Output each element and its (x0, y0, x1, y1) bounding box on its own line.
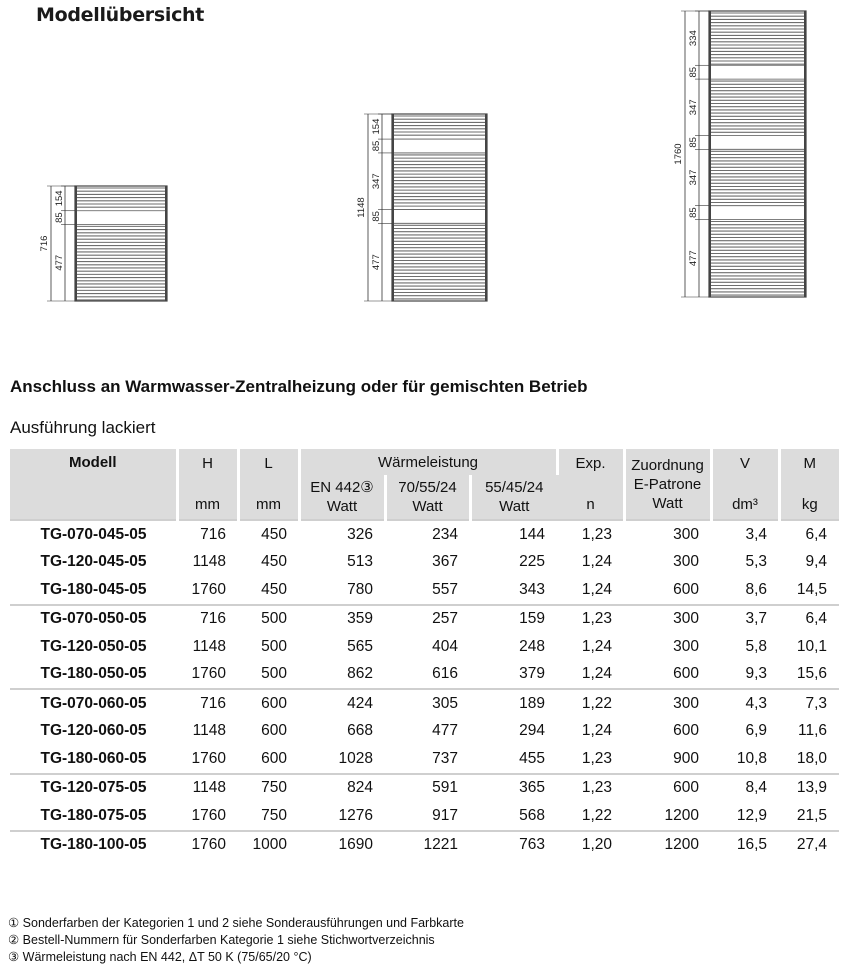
table-cell: 15,6 (796, 665, 828, 683)
table-cell: 367 (432, 553, 458, 571)
table-cell: 1,24 (581, 665, 613, 683)
table-cell: 763 (470, 831, 557, 860)
dimension-total-label: 716 (39, 235, 50, 252)
dimension-segment-label: 85 (688, 137, 699, 148)
table-cell: 780 (347, 580, 373, 598)
table-cell: 4,3 (711, 689, 779, 718)
table-cell: 10,8 (736, 749, 768, 767)
table-cell: 1148 (192, 637, 226, 655)
col-waermeleistung-header: Wärmeleistung (299, 449, 557, 475)
table-cell: 1760 (191, 806, 226, 824)
table-cell: 668 (347, 722, 373, 740)
col-l-header: L mm (238, 449, 299, 520)
table-cell: 1,24 (581, 637, 613, 655)
dimension-segment-label: 477 (371, 254, 382, 271)
table-cell: 6,4 (779, 520, 839, 549)
table-cell: 862 (347, 665, 373, 683)
table-cell: 300 (624, 689, 711, 718)
table-cell: 1148 (192, 722, 226, 740)
table-cell: 513 (347, 553, 373, 571)
table-cell: 9,3 (745, 665, 768, 683)
model-cell: TG-180-060-05 (40, 749, 147, 767)
table-row (10, 718, 839, 746)
table-cell: 225 (519, 553, 546, 571)
model-cell: TG-180-050-05 (40, 665, 147, 683)
table-cell: 5,8 (745, 637, 768, 655)
dimension-total-label: 1148 (356, 197, 367, 218)
model-cell: TG-180-075-05 (40, 806, 147, 824)
table-cell: 500 (238, 605, 299, 634)
table-cell: 326 (299, 520, 385, 549)
table-cell: 600 (624, 774, 711, 803)
dimension-segment-label: 154 (371, 118, 382, 135)
table-row (10, 576, 839, 605)
footnote-1: ① Sonderfarben der Kategorien 1 und 2 siehe Sonderausführungen und Farbkarte (8, 916, 464, 930)
model-cell: TG-120-045-05 (40, 553, 147, 571)
table-cell: 1,24 (581, 580, 613, 598)
model-cell: TG-180-045-05 (40, 580, 147, 598)
model-cell: TG-180-100-05 (10, 831, 177, 860)
table-cell: 1148 (177, 774, 238, 803)
table-cell: 450 (261, 553, 287, 571)
footnote-3: ③ Wärmeleistung nach EN 442, ΔT 50 K (75/65/20 °C) (8, 950, 312, 964)
table-cell: 13,9 (779, 774, 839, 803)
col-v-header: V dm³ (711, 449, 779, 520)
table-cell: 300 (673, 637, 700, 655)
subtitle: Ausführung lackiert (10, 418, 156, 437)
table-cell: 557 (432, 580, 458, 598)
table-cell: 900 (673, 749, 700, 767)
table-cell: 16,5 (711, 831, 779, 860)
table-cell: 234 (385, 520, 470, 549)
table-cell: 1,24 (581, 722, 613, 740)
table-cell: 824 (299, 774, 385, 803)
model-cell: TG-120-060-05 (40, 722, 147, 740)
table-cell: 1,23 (581, 749, 613, 767)
model-cell: TG-070-060-05 (10, 689, 177, 718)
dimension-segment-label: 154 (54, 190, 65, 207)
table-cell: 10,1 (796, 637, 828, 655)
table-cell: 424 (299, 689, 385, 718)
table-cell: 1760 (191, 749, 226, 767)
table-cell: 1760 (191, 580, 226, 598)
table-row-group (10, 605, 839, 690)
col-modell-header: Modell (10, 449, 177, 520)
table-row (10, 774, 839, 803)
table-cell: 477 (432, 722, 458, 740)
dimension-segment-label: 347 (371, 173, 382, 190)
table-cell: 300 (624, 520, 711, 549)
table-cell: 1,20 (557, 831, 624, 860)
dimension-segment-label: 85 (371, 140, 382, 152)
table-cell: 404 (432, 637, 458, 655)
table-row (10, 549, 839, 577)
page-title: Modellübersicht (36, 4, 205, 26)
table-cell: 737 (432, 749, 458, 767)
table-cell: 1221 (385, 831, 470, 860)
table-cell: 1200 (624, 831, 711, 860)
table-cell: 9,4 (805, 553, 828, 571)
dimension-total-label: 1760 (673, 143, 684, 165)
table-cell: 716 (177, 689, 238, 718)
table-cell: 18,0 (796, 749, 828, 767)
table-cell: 600 (673, 722, 700, 740)
table-cell: 616 (432, 665, 458, 683)
col-705524-header: 70/55/24 Watt (385, 475, 470, 520)
col-554524-header: 55/45/24 Watt (470, 475, 557, 520)
table-row (10, 831, 839, 860)
table-cell: 917 (432, 806, 458, 824)
dimension-segment-label: 85 (688, 207, 699, 218)
table-cell: 379 (519, 665, 546, 683)
col-zuordnung-header: Zuordnung E-Patrone Watt (624, 449, 711, 520)
model-cell: TG-070-045-05 (10, 520, 177, 549)
table-cell: 1,22 (581, 806, 613, 824)
radiator-drawing (364, 114, 487, 301)
radiator-drawing (681, 11, 806, 297)
dimension-segment-label: 347 (688, 99, 699, 116)
table-cell: 716 (177, 605, 238, 634)
model-cell: TG-120-050-05 (40, 637, 147, 655)
table-cell: 8,6 (745, 580, 768, 598)
table-cell: 500 (261, 665, 287, 683)
table-cell: 365 (470, 774, 557, 803)
table-cell: 27,4 (779, 831, 839, 860)
dimension-segment-label: 477 (54, 254, 65, 271)
dimension-segment-label: 85 (371, 211, 382, 222)
table-row (10, 802, 839, 831)
table-cell: 1148 (192, 553, 226, 571)
section-title: Anschluss an Warmwasser-Zentralheizung oder für gemischten Betrieb (10, 377, 588, 396)
table-cell: 21,5 (796, 806, 828, 824)
dimension-segment-label: 477 (688, 250, 699, 267)
table-cell: 455 (519, 749, 546, 767)
table-cell: 7,3 (779, 689, 839, 718)
table-cell: 1,23 (557, 774, 624, 803)
table-cell: 1760 (191, 665, 226, 683)
table-cell: 300 (673, 553, 700, 571)
dimension-segment-label: 85 (54, 212, 65, 223)
table-row (10, 689, 839, 718)
table-cell: 11,6 (797, 722, 828, 740)
table-cell: 1760 (177, 831, 238, 860)
dimension-segment-label: 347 (688, 169, 699, 186)
table-cell: 500 (261, 637, 287, 655)
table-cell: 1028 (338, 749, 373, 767)
table-cell: 1200 (664, 806, 700, 824)
table-cell: 565 (347, 637, 373, 655)
table-cell: 591 (385, 774, 470, 803)
table-row-group (10, 520, 839, 605)
table-cell: 600 (261, 749, 287, 767)
table-cell: 359 (299, 605, 385, 634)
spec-table (10, 449, 839, 859)
table-cell: 600 (261, 722, 287, 740)
table-cell: 600 (673, 580, 700, 598)
table-cell: 450 (261, 580, 287, 598)
table-cell: 305 (385, 689, 470, 718)
radiator-drawings (0, 0, 841, 340)
col-exp-header: Exp. n (557, 449, 624, 520)
table-row (10, 633, 839, 661)
table-cell: 300 (624, 605, 711, 634)
table-row (10, 605, 839, 634)
table-cell: 12,9 (736, 806, 768, 824)
table-cell: 343 (519, 580, 546, 598)
table-cell: 716 (177, 520, 238, 549)
table-row-group (10, 689, 839, 774)
table-cell: 1,22 (557, 689, 624, 718)
table-cell: 294 (519, 722, 546, 740)
table-cell: 600 (673, 665, 700, 683)
table-cell: 1,23 (557, 605, 624, 634)
footnotes (8, 915, 464, 966)
table-cell: 750 (238, 774, 299, 803)
table-cell: 600 (238, 689, 299, 718)
table-cell: 1276 (338, 806, 373, 824)
table-cell: 1690 (299, 831, 385, 860)
table-cell: 1,24 (581, 553, 613, 571)
table-cell: 1000 (238, 831, 299, 860)
table-row (10, 520, 839, 549)
table-cell: 3,4 (711, 520, 779, 549)
model-cell: TG-070-050-05 (10, 605, 177, 634)
table-cell: 3,7 (711, 605, 779, 634)
col-en442-header: EN 442③ Watt (299, 475, 385, 520)
table-cell: 8,4 (711, 774, 779, 803)
table-row-group (10, 774, 839, 831)
table-row (10, 661, 839, 690)
table-cell: 450 (238, 520, 299, 549)
footnote-2: ② Bestell-Nummern für Sonderfarben Kategorie 1 siehe Stichwortverzeichnis (8, 933, 435, 947)
col-m-header: M kg (779, 449, 839, 520)
dimension-segment-label: 334 (688, 30, 699, 47)
table-cell: 6,4 (779, 605, 839, 634)
table-row (10, 745, 839, 774)
table-cell: 144 (470, 520, 557, 549)
dimension-segment-label: 85 (688, 66, 699, 78)
table-cell: 6,9 (745, 722, 768, 740)
table-row-group (10, 831, 839, 860)
col-h-header: H mm (177, 449, 238, 520)
table-cell: 5,3 (745, 553, 768, 571)
table-cell: 159 (470, 605, 557, 634)
table-cell: 1,23 (557, 520, 624, 549)
table-cell: 257 (385, 605, 470, 634)
model-cell: TG-120-075-05 (10, 774, 177, 803)
table-cell: 568 (519, 806, 546, 824)
table-cell: 189 (470, 689, 557, 718)
table-cell: 14,5 (796, 580, 828, 598)
table-cell: 248 (519, 637, 546, 655)
table-cell: 750 (261, 806, 287, 824)
